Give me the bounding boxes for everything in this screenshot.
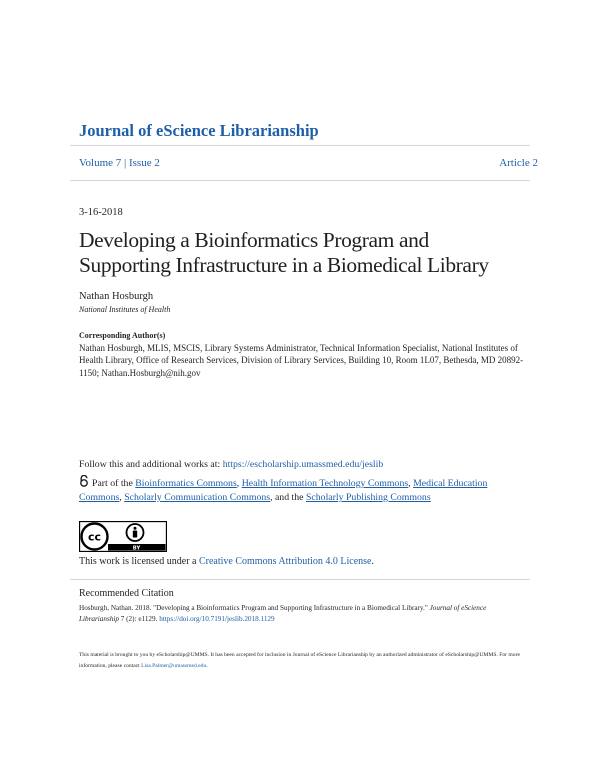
license-suffix: . — [371, 556, 374, 567]
header-divider-bottom — [70, 180, 530, 181]
corresponding-author-text: Nathan Hosburgh, MLIS, MSCIS, Library Systems Administrator, Technical Information Specialist, National Institutes of Health Library, Office of Research Services, Division of Library Services, Building 10, Room 1L07, Bethesda, MD 20892-1150; Nathan.Hosburgh@nih.gov — [79, 343, 524, 378]
issue-link[interactable]: Issue 2 — [128, 157, 160, 169]
citation-text — [79, 603, 524, 625]
journal-title[interactable]: Journal of eScience Librarianship — [79, 121, 319, 140]
citation-body: Hosburgh, Nathan. 2018. "Developing a Bioinformatics Program and Supporting Infrastructure in a Biomedical Library." — [79, 604, 430, 612]
commons-link-bioinformatics[interactable]: Bioinformatics Commons — [135, 478, 237, 489]
repository-link[interactable]: https://escholarship.umassmed.edu/jeslib — [222, 459, 384, 470]
article-title-line-2: Supporting Infrastructure in a Biomedical Library — [79, 253, 489, 277]
article-title-line-1: Developing a Bioinformatics Program and — [79, 228, 429, 252]
citation-divider — [70, 579, 530, 580]
volume-link[interactable]: Volume 7 — [79, 157, 122, 169]
corresponding-author-heading: Corresponding Author(s) — [79, 331, 166, 340]
author-name: Nathan Hosburgh — [79, 291, 154, 302]
footer-note — [79, 650, 529, 671]
footer-end: . — [206, 662, 208, 669]
follow-line — [79, 459, 383, 470]
commons-separator: , — [119, 492, 125, 503]
cc-by-license-badge[interactable] — [79, 521, 167, 552]
commons-link-medical-education[interactable]: Medical Education Commons — [79, 478, 488, 503]
follow-label: Follow this and additional works at: — [79, 459, 223, 470]
article-number-link[interactable]: Article 2 — [499, 157, 538, 169]
citation-doi-link[interactable]: https://doi.org/10.7191/jeslib.2018.1129 — [159, 615, 275, 623]
volume-issue-separator: | — [124, 157, 127, 169]
part-of-prefix: Part of the — [92, 478, 136, 489]
license-prefix: This work is licensed under a — [79, 556, 199, 567]
commons-link-health-it[interactable]: Health Information Technology Commons — [241, 478, 409, 489]
footer-text: This material is brought to you by eScholarship@UMMS. It has been accepted for inclusion in Journal of eScience Librarianship by an authorized administrator of eScholarship@UMMS. For more information, please contact — [79, 652, 520, 669]
license-line — [79, 556, 374, 567]
publication-date: 3-16-2018 — [79, 207, 123, 218]
commons-link-scholarly-communication[interactable]: Scholarly Communication Commons — [124, 492, 271, 503]
citation-volume: 7 (2): e1129. — [118, 615, 160, 623]
open-access-icon — [79, 475, 89, 487]
author-affiliation: National Institutes of Health — [79, 305, 171, 314]
header-divider-top — [70, 145, 530, 146]
contact-email-link[interactable]: Lisa.Palmer@umassmed.edu — [141, 662, 207, 669]
recommended-citation-heading: Recommended Citation — [79, 588, 174, 599]
commons-separator: , — [408, 478, 414, 489]
citation-journal: Journal of eScience Librarianship — [79, 604, 487, 623]
cc-badge-label: cc — [87, 530, 102, 544]
commons-link-scholarly-publishing[interactable]: Scholarly Publishing Commons — [305, 492, 431, 503]
commons-and-the: , and the — [270, 492, 306, 503]
commons-separator: , — [236, 478, 242, 489]
volume-issue-line — [79, 157, 160, 169]
article-title — [79, 228, 529, 278]
license-link[interactable]: Creative Commons Attribution 4.0 License — [198, 556, 372, 567]
by-badge-label: BY — [132, 545, 141, 552]
part-of-commons — [79, 475, 509, 505]
